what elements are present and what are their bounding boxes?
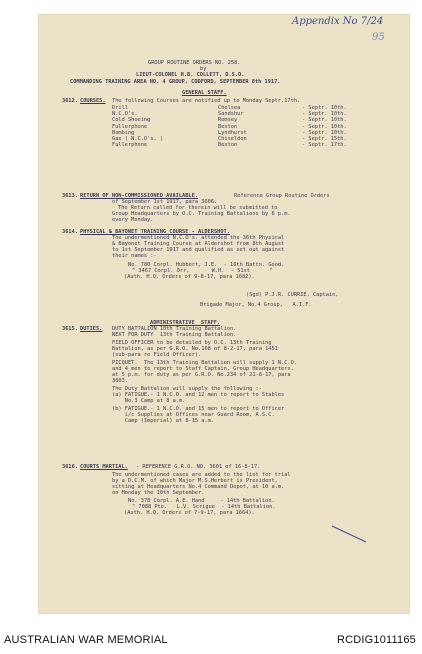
course-place: Lyndhurst xyxy=(218,129,247,136)
order-3614-number: 3614. xyxy=(62,229,78,235)
order-3616-line: - REFERENCE G.R.O. NO. 3601 of 16-8-17. xyxy=(136,464,261,470)
course-name: Fullerphone xyxy=(112,142,148,149)
page-number-annotation: 95 xyxy=(372,32,385,43)
header-line-1: GROUP ROUTINE ORDERS NO. 258. xyxy=(148,60,241,66)
course-place: Sandshur xyxy=(218,111,244,118)
course-date: - Septr. 10th. xyxy=(302,105,347,111)
order-3613-line-3: The Return called for therein will be submitted to xyxy=(118,205,278,211)
order-3615-line: No.3 Camp at 8 a.m. xyxy=(112,398,186,404)
order-3615-line: at 5 p.m. for duty as per G.R.O. No.234 of 21-8-17, para xyxy=(112,372,291,378)
course-place: Chelsea xyxy=(218,105,241,111)
order-3613-line-1: Reference Group Routine Orders xyxy=(234,193,330,199)
signature-title: Brigade Major, No.4 Group, A.I.F. xyxy=(200,302,312,308)
footer-archive-name: AUSTRALIAN WAR MEMORIAL xyxy=(4,634,168,646)
order-3616-line: " 7088 Pte. L.V. Scrigue - 14th Battalion. xyxy=(132,504,276,510)
order-3614-line-1: The undermentioned N.C.O's. attended the 36th Physical xyxy=(112,235,285,241)
order-3615-line: PICQUET. The 13th Training Battalion will supply 1 N.C.O. xyxy=(112,360,297,366)
header-line-3: LIEUT-COLONEL H.B. COLLETT, D.S.O. xyxy=(136,72,245,78)
order-3616-line: (Auth. H.Q. Orders of 7-9-17, para 1664). xyxy=(124,510,255,516)
order-3616-line: on Monday the 10th September. xyxy=(112,490,205,496)
order-3615-title: DUTIES. xyxy=(80,326,103,332)
order-3614-line-2: & Bayonet Training Course at Aldershot from 8th August xyxy=(112,241,285,247)
course-name: N.C.O's. xyxy=(112,111,138,118)
signature-line: (Sgd) P.J.R. CURRIE, Captain, xyxy=(246,292,339,298)
course-name: Drill xyxy=(112,105,128,111)
order-3612-number: 3612. xyxy=(62,98,78,104)
order-3616-title: COURTS MARTIAL. xyxy=(80,464,128,470)
appendix-annotation: Appendix No 7/24 xyxy=(292,16,384,27)
order-3612-intro: The following Courses are notified up to Monday Septr.17th. xyxy=(112,98,301,104)
order-3615-line: and 4 men to report to Staff Captain, Group Headquarters, xyxy=(112,366,294,372)
course-name: Cold Shoeing xyxy=(112,117,151,124)
order-3615-line: NEXT FOR DUTY 13th Training Battalion. xyxy=(112,332,237,338)
order-3615-line: Camp (Imperial) at 8-15 a.m. xyxy=(112,418,215,424)
course-place: Romsey xyxy=(218,117,238,124)
order-3613-line-2: of September 1st 1917, para 3606. xyxy=(112,199,218,205)
course-date: - Septr. 15th. xyxy=(302,136,347,142)
section-administrative-staff: ADMINISTRATIVE STAFF. xyxy=(150,320,221,326)
course-date: - Septr. 10th. xyxy=(302,117,347,124)
order-3615-line: (a) FATIGUE.- 1 N.C.O. and 12 men to report to Stables xyxy=(112,392,285,398)
order-3615-number: 3615. xyxy=(62,326,78,332)
header-line-4: COMMANDING TRAINING AREA NO. 4 GROUP, CODFORD, SEPTEMBER 8th 1917. xyxy=(70,79,281,85)
order-3614-line-5: No. 780 Corpl. Hubbert, J.E. - 16th Battn. Good. xyxy=(128,262,285,268)
order-3615-line: DUTY BATTALION 10th Training Battalion. xyxy=(112,326,237,332)
order-3613-line-5: every Monday. xyxy=(112,217,154,223)
course-name: Gas ( N.C.O's. ) xyxy=(112,136,164,142)
order-3614-line-7: (Auth. H.Q. Orders of 9-8-17, para 1682). xyxy=(124,274,255,280)
order-3616-line: No. 378 Corpl. A.E. Hand - 14th Battalion. xyxy=(128,498,275,504)
footer-record-id: RCDIG1011165 xyxy=(336,634,416,646)
course-date: - Septr. 10th. xyxy=(302,111,347,118)
order-3614-title: PHYSICAL & BAYONET TRAINING COURSE - ALDERSHOT. xyxy=(80,229,230,235)
course-name: Fullerphone xyxy=(112,123,148,130)
order-3613-number: 3613. xyxy=(62,193,78,199)
course-name: Bombing xyxy=(112,129,135,136)
course-date: - Septr. 17th. xyxy=(302,142,347,149)
handwritten-mark xyxy=(330,524,370,546)
order-3615-line: FIELD OFFICER to be detailed by O.C. 13th Training xyxy=(112,340,272,346)
order-3615-line: The Duty Battalion will supply the following :- xyxy=(112,386,262,392)
order-3614-line-6: " 3467 Corpl. Orr, W.H. - 51st " xyxy=(132,268,273,274)
order-3615-line: (b) FATIGUE.- 1 N.C.O. and 15 men to report to Officer xyxy=(112,406,285,412)
order-3616-number: 3616. xyxy=(62,464,78,470)
order-3615-line: i/c Supplies at Offices near Guard Room, A.S.C. xyxy=(112,412,275,418)
course-place: Bexton xyxy=(218,123,238,130)
course-date: - Septr. 10th. xyxy=(302,129,347,136)
order-3614-line-4: their names :- xyxy=(112,253,157,259)
order-3616-line: by a D.C.M. of which Major M.S.Herbert is President, xyxy=(112,478,278,484)
order-3616-line: sitting at Headquarters No.4 Command Depot, at 10 a.m. xyxy=(112,484,285,490)
header-line-2: by xyxy=(200,66,207,72)
order-3615-line: (sub-para re Field Officer). xyxy=(112,352,202,358)
order-3615-line: 3603. xyxy=(112,378,128,384)
order-3614-line-3: to 1st September 1917 and qualified as set out against xyxy=(112,247,285,253)
order-3613-title: RETURN OF NON-COMMISSIONED AVAILABLE. xyxy=(80,193,198,199)
order-3612-title: COURSES. xyxy=(80,98,106,104)
course-place: Chiseldon xyxy=(218,136,247,142)
section-general-staff: GENERAL STAFF. xyxy=(182,90,227,96)
order-3613-line-4: Group Headquarters by O.C. Training Battalions by 6 p.m. xyxy=(112,211,291,217)
course-place: Bexton xyxy=(218,142,238,149)
course-date: - Septr. 10th. xyxy=(302,123,347,130)
order-3616-line: The undermentioned cases are added to the list for trial xyxy=(112,472,291,478)
order-3615-line: Battalion, as per G.R.O. No.168 of 8-2-17, para 1451 xyxy=(112,346,278,352)
